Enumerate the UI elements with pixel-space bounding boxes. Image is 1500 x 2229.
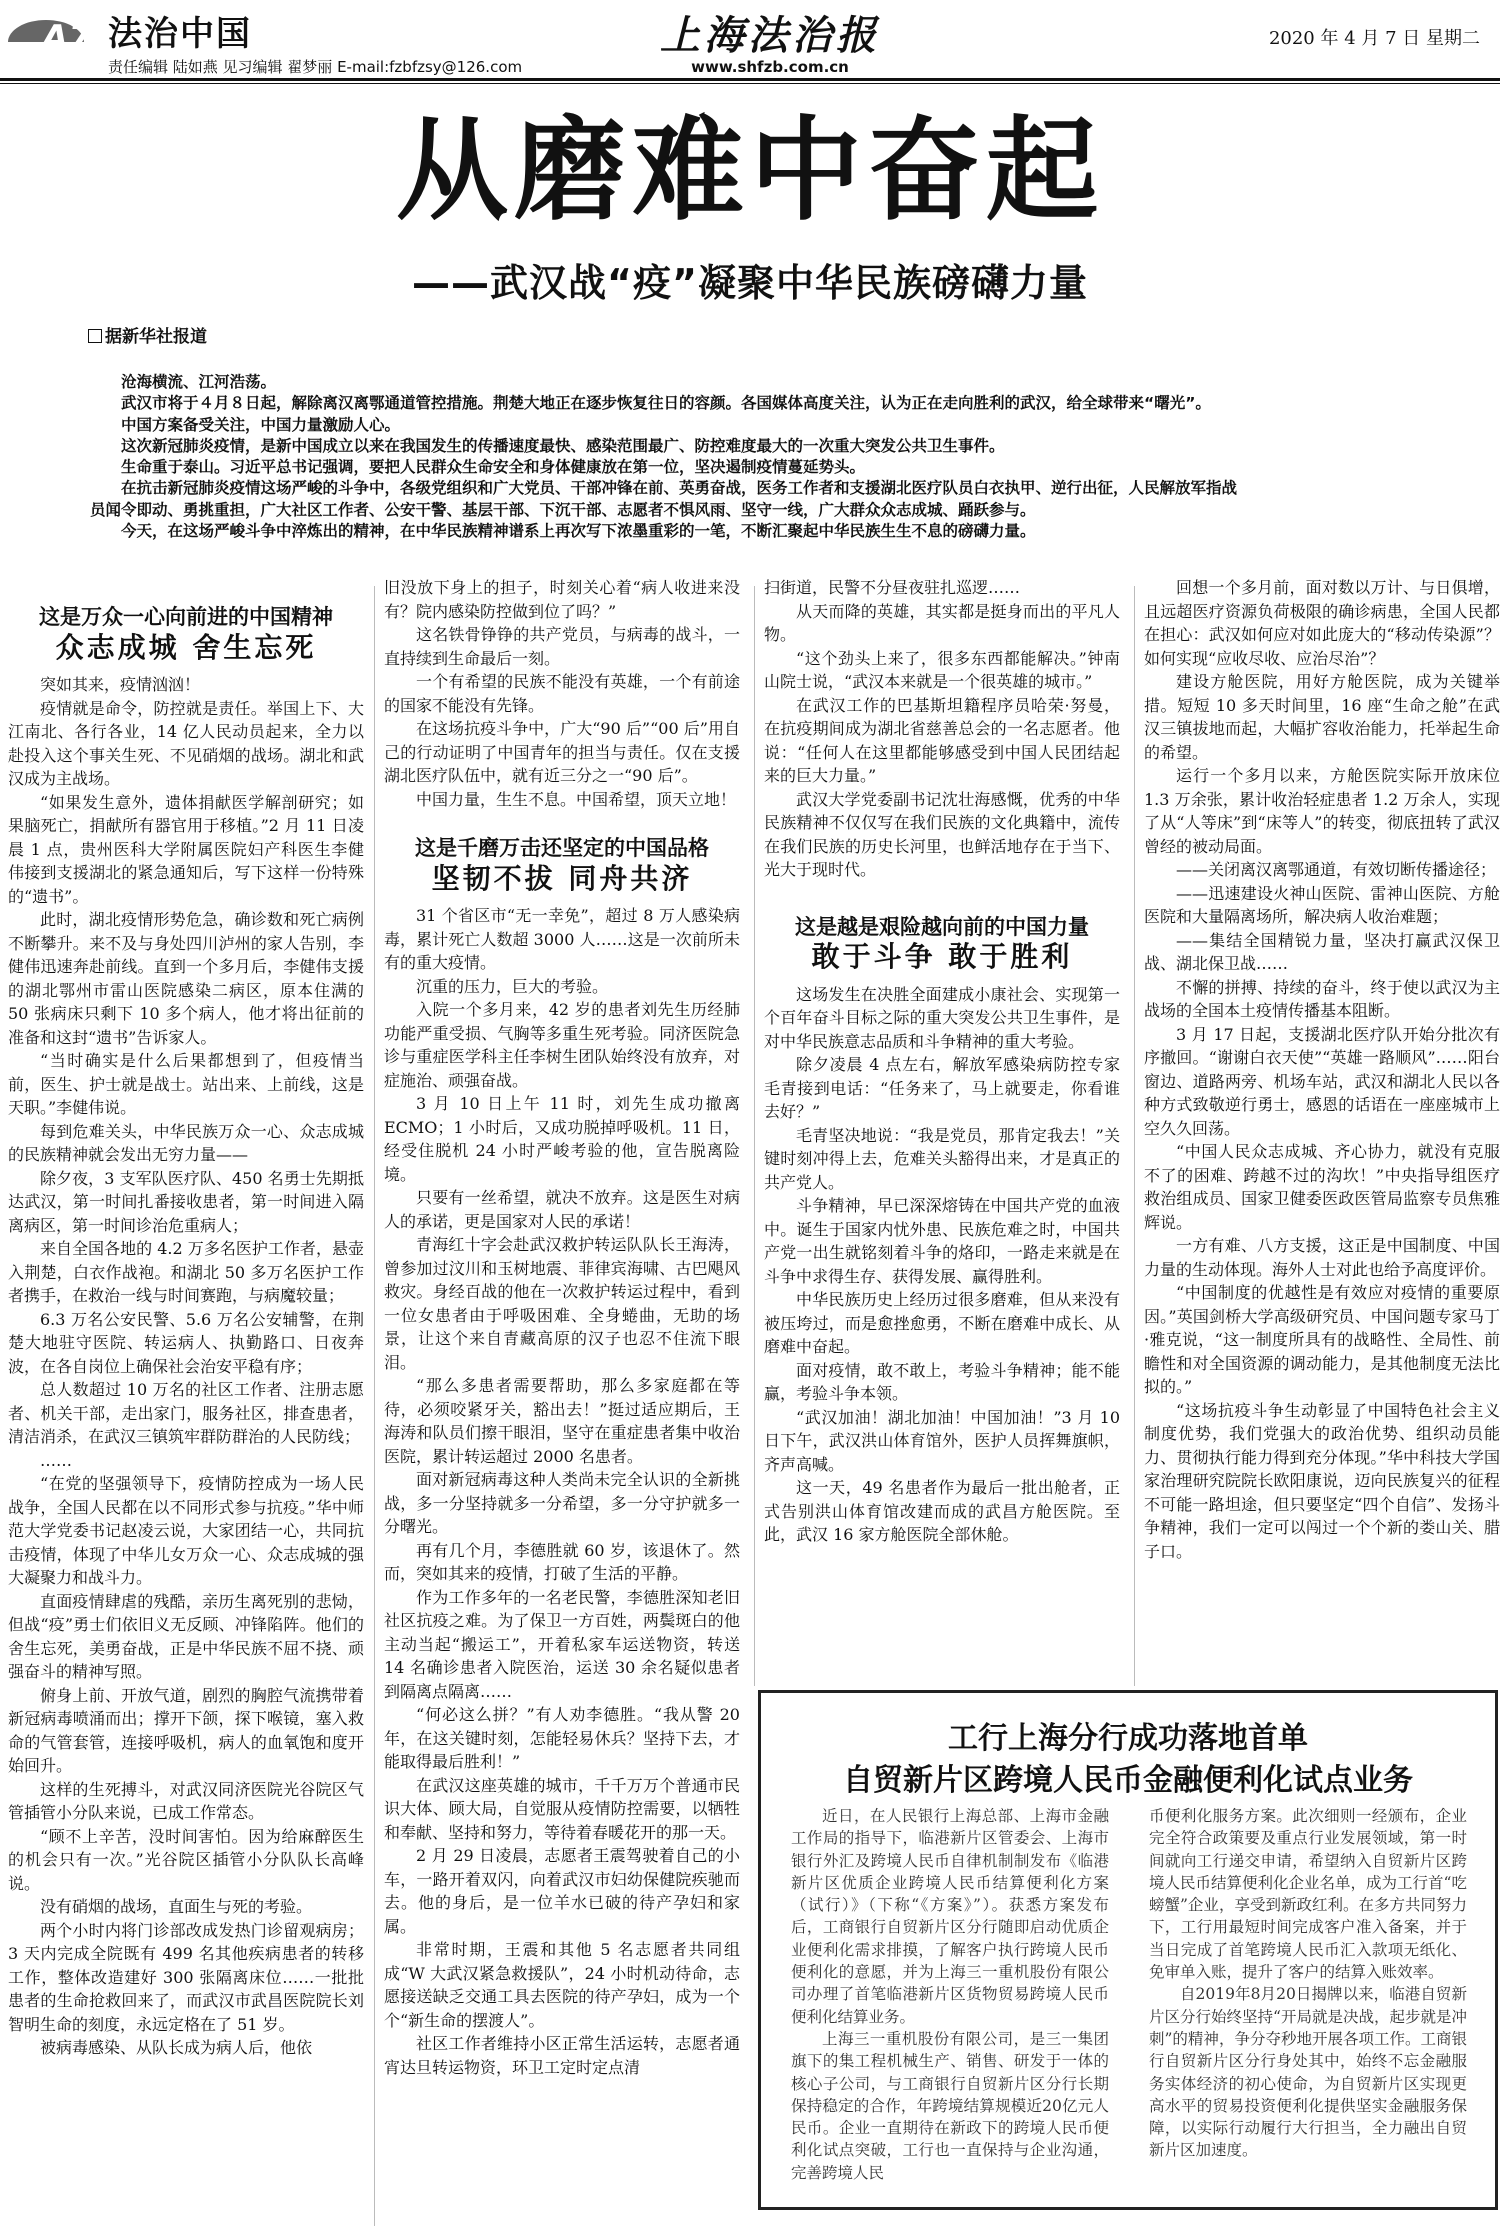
paragraph: 没有硝烟的战场，直面生与死的考验。: [40, 1897, 313, 1916]
intro-paragraph: 沧海横流、江河浩荡。: [121, 373, 277, 391]
section-name: 法治中国: [108, 14, 252, 54]
paragraph: 在武汉工作的巴基斯坦籍程序员哈荣·努曼，在抗疫期间成为湖北省慈善总会的一名志愿者。他说：“任何人在这里都能够感受到中国人民团结起来的巨大力量。”: [764, 695, 1120, 785]
byline: [88, 322, 207, 347]
column-body: [8, 673, 364, 2060]
intro-paragraph: 中国方案备受关注，中国力量激励人心。: [121, 415, 401, 434]
paragraph: 只要有一丝希望，就决不放弃。这是医生对病人的承诺，更是国家对人民的承诺！: [384, 1188, 740, 1231]
intro-paragraph: 武汉市将于４月８日起，解除离汉离鄂通道管控措施。荆楚大地正在逐步恢复往日的容颜。各国媒体高度关注，认为正在走向胜利的武汉，给全球带来“曙光”。: [121, 394, 1211, 413]
paragraph: 两个小时内将门诊部改成发热门诊留观病房；3 天内完成全院既有 499 名其他疾病患者的转移工作，整体改造建好 300 张隔离床位……一批批患者的生命抢救回来了，而武汉市武昌医院院长刘智明生命的刻度，永远定格在了 51 岁。: [8, 1920, 364, 2034]
paragraph: ——关闭离汉离鄂通道，有效切断传播途径；: [1176, 860, 1497, 879]
box-column-2: [1149, 1805, 1467, 2162]
column-divider: [1134, 586, 1135, 1686]
paragraph: 中国力量，生生不息。中国希望，顶天立地！: [416, 789, 737, 809]
paragraph: 面对新冠病毒这种人类尚未完全认识的全新挑战，多一分坚持就多一分希望，多一分守护就多一分曙光。: [384, 1470, 740, 1536]
subheadline: ——武汉战“疫”凝聚中华民族磅礴力量: [412, 261, 1088, 305]
paragraph: 青海红十字会赴武汉救护转运队队长王海涛，曾参加过汶川和玉树地震、菲律宾海啸、古巴飓风救灾。身经百战的他在一次救护转运过程中，看到一位女患者由于呼吸困难、全身蜷曲，无助的场景，让这个来自青藏高原的汉子也忍不住流下眼泪。: [384, 1235, 740, 1372]
paragraph: ——迅速建设火神山医院、雷神山医院、方舱医院和大量隔离场所，解决病人收治难题；: [1144, 883, 1500, 926]
intro-paragraph: 这次新冠肺炎疫情，是新中国成立以来在我国发生的传播速度最快、感染范围最广、防控难度最大的一次重大突发公共卫生事件。: [121, 436, 1005, 455]
paragraph: “那么多患者需要帮助，那么多家庭都在等待，必须咬紧牙关，豁出去！”挺过适应期后，王海涛和队员们擦干眼泪，坚守在重症患者集中收治医院，累计转运超过 2000 名患者。: [384, 1376, 740, 1466]
intro-paragraph: 生命重于泰山。习近平总书记强调，要把人民群众生命安全和身体健康放在第一位，坚决遏制疫情蔓延势头。: [121, 458, 866, 477]
paragraph: 中华民族历史上经历过很多磨难，但从来没有被压垮过，而是愈挫愈勇，不断在磨难中成长、从磨难中奋起。: [764, 1290, 1120, 1356]
paragraph: “武汉加油！湖北加油！中国加油！”3 月 10 日下午，武汉洪山体育馆外，医护人员挥舞旗帜，齐声高喊。: [764, 1407, 1120, 1474]
paragraph: 扫街道，民警不分昼夜驻扎巡逻……: [764, 578, 1021, 597]
paragraph: 非常时期，王震和其他 5 名志愿者共同组成“W 大武汉紧急救援队”，24 小时机动待命，志愿接送缺乏交通工具去医院的待产孕妇，成为一个个“新生命的摆渡人”。: [384, 1940, 740, 2030]
intro-paragraph: 在抗击新冠肺炎疫情这场严峻的斗争中，各级党组织和广大党员、干部冲锋在前、英勇奋战，医务工作者和支援湖北医疗队员白衣执甲、逆行出征，人民解放军指战: [121, 479, 1238, 498]
paragraph: 旧没放下身上的担子，时刻关心着“病人收进来没有？院内感染防控做到位了吗？”: [384, 578, 740, 621]
paragraph: 入院一个多月来，42 岁的患者刘先生历经肺功能严重受损、气胸等多重生死考验。同济医院急诊与重症医学科主任李树生团队始终没有放弃，对症施治、顽强奋战。: [384, 1000, 740, 1090]
column-body: [764, 983, 1120, 1547]
paragraph: 31 个省区市“无一幸免”，超过 8 万人感染病毒，累计死亡人数超 3000 人……这是一次前所未有的重大疫情。: [384, 906, 740, 972]
paragraph: 武汉大学党委副书记沈壮海感慨，优秀的中华民族精神不仅仅写在我们民族的文化典籍中，流传在我们民族的历史长河里，也鲜活地存在于当下、光大于现时代。: [764, 789, 1120, 879]
column-body: [384, 904, 740, 2079]
column-body: [1144, 576, 1500, 1563]
paragraph: 一方有难、八方支援，这正是中国制度、中国力量的生动体现。海外人士对此也给予高度评价。: [1144, 1236, 1500, 1279]
paragraph: 直面疫情肆虐的残酷，亲历生离死别的悲恸，但战“疫”勇士们依旧义无反顾、冲锋陷阵。他们的舍生忘死，美勇奋战，正是中华民族不屈不挠、顽强奋斗的精神写照。: [8, 1591, 364, 1681]
paragraph: 这名铁骨铮铮的共产党员，与病毒的战斗，一直持续到生命最后一刻。: [384, 625, 740, 668]
paragraph: 自2019年8月20日揭牌以来，临港自贸新片区分行始终坚持“开局就是决战，起步就是冲刺”的精神，争分夺秒地开展各项工作。工商银行自贸新片区分行身处其中，始终不忘金融服务实体经济的初心使命，为自贸新片区实现更高水平的贸易投资便利化提供坚实金融服务保障，以实际行动履行大行担当，全力融出自贸新片区加速度。: [1149, 1985, 1467, 2160]
paragraph: 毛青坚决地说：“我是党员，那肯定我去！”关键时刻冲得上去，危难关头豁得出来，才是真正的共产党人。: [764, 1125, 1120, 1192]
paragraph: 上海三一重机股份有限公司，是三一集团旗下的集工程机械生产、销售、研发于一体的核心子公司，与工商银行自贸新片区分行长期保持稳定的合作，年跨境结算规模近20亿元人民币。企业一直期待在新政下的跨境人民币便利化试点突破，工行也一直保持与企业沟通，完善跨境人民: [791, 2029, 1109, 2182]
paragraph: 被病毒感染、从队长成为病人后，他依: [40, 2038, 313, 2057]
masthead-rule: [0, 78, 1500, 81]
paragraph: 回想一个多月前，面对数以万计、与日俱增，且远超医疗资源负荷极限的确诊病患，全国人民都在担心：武汉如何应对如此庞大的“移动传染源”？如何实现“应收尽收、应治尽治”？: [1144, 578, 1500, 668]
paragraph: 近日，在人民银行上海总部、上海市金融工作局的指导下，临港新片区管委会、上海市银行外汇及跨境人民币自律机制制发布《临港新片区优质企业跨境人民币结算便利化方案（试行）》（下称“《方案》”）。获悉方案发布后，工商银行自贸新片区分行随即启动优质企业便利化需求排摸，了解客户执行跨境人民币便利化的意愿，并为上海三一重机股份有限公司办理了首笔临港新片区货物贸易跨境人民币便利化结算业务。: [791, 1807, 1109, 2026]
box-title-line-1: 工行上海分行成功落地首单: [948, 1721, 1308, 1756]
paragraph: 每到危难关头，中华民族万众一心、众志成城的民族精神就会发出无穷力量——: [8, 1121, 364, 1164]
section-title: 坚韧不拔 同舟共济: [431, 861, 693, 895]
section-kicker: 这是千磨万击还坚定的中国品格: [415, 836, 709, 860]
page-badge: [6, 6, 98, 64]
paragraph: 作为工作多年的一名老民警，李德胜深知老旧社区抗疫之难。为了保卫一方百姓，两鬓斑白的他主动当起“搬运工”，开着私家车运送物资，转送 14 名确诊患者入院医治，运送 30 余名疑似患者到隔离点隔离……: [384, 1587, 740, 1701]
article-column-4: [1144, 576, 1500, 1563]
byline-text: 据新华社报道: [105, 327, 207, 347]
paragraph: 面对疫情，敢不敢上，考验斗争精神；能不能赢，考验斗争本领。: [764, 1360, 1120, 1403]
paragraph: 建设方舱医院，用好方舱医院，成为关键举措。短短 10 多天时间里，16 座“生命之舱”在武汉三镇拔地而起，大幅扩容收治能力，托举起生命的希望。: [1144, 672, 1500, 762]
paragraph: 2 月 29 日凌晨，志愿者王震驾驶着自己的小车，一路开着双闪，向着武汉市妇幼保健院疾驰而去。他的身后，是一位羊水已破的待产孕妇和家属。: [384, 1846, 740, 1936]
byline-box-icon: [88, 329, 102, 343]
column-body: [764, 576, 1120, 882]
article-column-1: [8, 586, 364, 2060]
paragraph: “在党的坚强领导下，疫情防控成为一场人民战争，全国人民都在以不同形式参与抗疫。”华中师范大学党委书记赵凌云说，大家团结一心，共同抗击疫情，体现了中华儿女万众一心、众志成城的强大凝聚力和战斗力。: [8, 1474, 364, 1587]
box-title-line-2: 自贸新片区跨境人民币金融便利化试点业务: [843, 1763, 1413, 1798]
paragraph: 在这场抗疫斗争中，广大“90 后”“00 后”用自己的行动证明了中国青年的担当与责任。仅在支援湖北医疗队伍中，就有近三分之一“90 后”。: [384, 719, 740, 785]
newspaper-logo: 上海法治报: [660, 12, 880, 59]
paragraph: 在武汉这座英雄的城市，千千万万个普通市民识大体、顾大局，自觉服从疫情防控需要，以牺牲和奉献、坚持和努力，等待着春暖花开的那一天。: [384, 1775, 740, 1842]
paragraph: “何必这么拼？”有人劝李德胜。“我从警 20 年，在这关键时刻，怎能轻易休兵？坚持下去，才能取得最后胜利！”: [384, 1705, 740, 1771]
paragraph: 突如其来，疫情汹汹！: [40, 675, 201, 694]
paragraph: 社区工作者维持小区正常生活运转，志愿者通宵达旦转运物资，环卫工定时定点清: [384, 2034, 740, 2077]
issue-date: 2020 年 4 月 7 日 星期二: [1268, 28, 1480, 49]
paragraph: “中国人民众志成城、齐心协力，就没有克服不了的困难、跨越不过的沟坎！”中央指导组医疗救治组成员、国家卫健委医政医管局监察专员焦雅辉说。: [1144, 1142, 1500, 1232]
intro-paragraphs: [90, 372, 1410, 542]
paragraph: “这场抗疫斗争生动彰显了中国特色社会主义制度优势，我们党强大的政治优势、组织动员能力、贯彻执行能力得到充分体现。”华中科技大学国家治理研究院院长欧阳康说，迈向民族复兴的征程不可能一路坦途，但只要坚定“四个自信”、发扬斗争精神，我们一定可以闯过一个个新的娄山关、腊子口。: [1144, 1400, 1500, 1561]
paragraph: ——集结全国精锐力量，坚决打赢武汉保卫战、湖北保卫战……: [1144, 930, 1500, 973]
paragraph: 币便利化服务方案。此次细则一经颁布，企业完全符合政策要及重点行业发展领域，第一时间就向工行递交申请，希望纳入自贸新片区跨境人民币结算便利化企业名单，成为工行首“吃螃蟹”企业，享受到新政红利。在多方共同努力下，工行用最短时间完成客户准入备案，并于当日完成了首笔跨境人民币汇入款项无纸化、免审单入账，提升了客户的结算入账效率。: [1149, 1807, 1467, 1982]
paragraph: ……: [40, 1450, 72, 1470]
paragraph: 斗争精神，早已深深熔铸在中国共产党的血液中。诞生于国家内忧外患、民族危难之时，中国共产党一出生就铭刻着斗争的烙印，一路走来就是在斗争中求得生存、获得发展、赢得胜利。: [764, 1196, 1120, 1286]
paragraph: 此时，湖北疫情形势危急，确诊数和死亡病例不断攀升。来不及与身处四川泸州的家人告别，李健伟迅速奔赴前线。直到一个多月后，李健伟支援的湖北鄂州市雷山医院感染二病区，原本住满的 50 张病床只剩下 10 多个病人，他才将出征前的准备和这封“遗书”告诉家人。: [8, 910, 364, 1047]
page-number: A7: [42, 18, 92, 58]
editor-credits: 责任编辑 陆如燕 见习编辑 翟梦丽 E-mail:fzbfzsy@126.com: [108, 58, 523, 76]
paragraph: 总人数超过 10 万名的社区工作者、注册志愿者、机关干部，走出家门，服务社区，排查患者，清洁消杀，在武汉三镇筑牢群防群治的人民防线；: [8, 1380, 364, 1446]
paragraph: 6.3 万名公安民警、5.6 万名公安辅警，在荆楚大地驻守医院、转运病人、执勤路口、日夜奔波，在各自岗位上确保社会治安平稳有序；: [8, 1309, 364, 1376]
paragraph: 这场发生在决胜全面建成小康社会、实现第一个百年奋斗目标之际的重大突发公共卫生事件，是对中华民族意志品质和斗争精神的重大考验。: [764, 984, 1120, 1051]
paragraph: 一个有希望的民族不能没有英雄，一个有前途的国家不能没有先锋。: [384, 672, 740, 715]
headline: 从磨难中奋起: [396, 106, 1104, 236]
intro-paragraph: 员闻令即动、勇挑重担，广大社区工作者、公安干警、基层干部、下沉干部、志愿者不惧风雨、坚守一线，广大群众众志成城、踊跃参与。: [90, 500, 1036, 519]
masthead: [0, 0, 1500, 78]
paragraph: 不懈的拼搏、持续的奋斗，终于使以武汉为主战场的全国本土疫情传播基本阻断。: [1144, 977, 1500, 1020]
paragraph: 除夕凌晨 4 点左右，解放军感染病防控专家毛青接到电话：“任务来了，马上就要走，你看谁去好？”: [764, 1055, 1120, 1121]
paragraph: “如果发生意外，遗体捐献医学解剖研究；如果脑死亡，捐献所有器官用于移植。”2 月 11 日凌晨 1 点，贵州医科大学附属医院妇产科医生李健伟接到支援湖北的紧急通知后，写下这样一份特殊的“遗书”。: [8, 792, 364, 906]
column-divider: [754, 586, 755, 1686]
paragraph: 3 月 10 日上午 11 时，刘先生成功撤离 ECMO；1 小时后，又成功脱掉呼吸机。11 日，经受住脱机 24 小时严峻考验的他，宣告脱离险境。: [384, 1094, 740, 1184]
article-column-3: [764, 576, 1120, 1547]
paragraph: 沉重的压力，巨大的考验。: [416, 976, 609, 996]
paragraph: “当时确实是什么后果都想到了，但疫情当前，医生、护士就是战士。站出来、上前线，这是天职。”李健伟说。: [8, 1051, 364, 1117]
paragraph: 3 月 17 日起，支援湖北医疗队开始分批次有序撤回。“谢谢白衣天使”“英雄一路顺风”……阳台窗边、道路两旁、机场车站，武汉和湖北人民以各种方式致敬逆行勇士，感恩的话语在一座座城市上空久久回荡。: [1144, 1024, 1500, 1138]
bank-news-box: [758, 1690, 1498, 2210]
paragraph: 从天而降的英雄，其实都是挺身而出的平凡人物。: [764, 601, 1120, 644]
section-title: 众志成城 舍生忘死: [55, 630, 317, 664]
paragraph: 俯身上前、开放气道，剧烈的胸腔气流携带着新冠病毒喷涌而出；撑开下颌，探下喉镜，塞入救命的气管套管，连接呼吸机，病人的血氧饱和度开始回升。: [8, 1685, 364, 1775]
paragraph: 疫情就是命令，防控就是责任。举国上下、大江南北、各行各业，14 亿人民动员起来，全力以赴投入这个事关生死、不见硝烟的战场。湖北和武汉成为主战场。: [8, 698, 364, 788]
section-kicker: 这是越是艰险越向前的中国力量: [795, 914, 1089, 939]
paragraph: “顾不上辛苦，没时间害怕。因为给麻醉医生的机会只有一次。”光谷院区插管小分队队长高峰说。: [8, 1826, 364, 1893]
column-body: [384, 576, 740, 811]
section-title: 敢于斗争 敢于胜利: [811, 940, 1073, 973]
paragraph: 运行一个多月以来，方舱医院实际开放床位 1.3 万余张，累计收治轻症患者 1.2 万余人，实现了从“人等床”到“床等人”的转变，彻底扭转了武汉曾经的被动局面。: [1144, 766, 1500, 856]
masthead-rule-thin: [0, 83, 1500, 84]
paragraph: 这样的生死搏斗，对武汉同济医院光谷院区气管插管小分队来说，已成工作常态。: [8, 1779, 364, 1822]
paragraph: “中国制度的优越性是有效应对疫情的重要原因。”英国剑桥大学高级研究员、中国问题专家马丁·雅克说，“这一制度所具有的战略性、全局性、前瞻性和对全国资源的调动能力，是其他制度无法比拟的。”: [1144, 1283, 1500, 1396]
article-column-2: [384, 576, 740, 2079]
box-column-1: [791, 1805, 1109, 2184]
paragraph: 再有几个月，李德胜就 60 岁，该退休了。然而，突如其来的疫情，打破了生活的平静。: [384, 1540, 740, 1583]
paragraph: “这个劲头上来了，很多东西都能解决。”钟南山院士说，“武汉本来就是一个很英雄的城市。”: [764, 648, 1120, 691]
paragraph: 来自全国各地的 4.2 万多名医护工作者，悬壶入荆楚，白衣作战袍。和湖北 50 多万名医护工作者携手，在救治一线与时间赛跑，与病魔较量；: [8, 1239, 364, 1305]
section-kicker: 这是万众一心向前进的中国精神: [39, 605, 333, 629]
column-divider: [374, 586, 375, 2226]
paragraph: 除夕夜，3 支军队医疗队、450 名勇士先期抵达武汉，第一时间扎番接收患者，第一时间进入隔离病区，第一时间诊治危重病人；: [8, 1168, 364, 1235]
intro-paragraph: 今天，在这场严峻斗争中淬炼出的精神，在中华民族精神谱系上再次写下浓墨重彩的一笔，不断汇聚起中华民族生生不息的磅礴力量。: [121, 522, 1036, 541]
paragraph: 这一天，49 名患者作为最后一批出舱者，正式告别洪山体育馆改建而成的武昌方舱医院。至此，武汉 16 家方舱医院全部休舱。: [764, 1478, 1120, 1544]
website-url[interactable]: www.shfzb.com.cn: [691, 58, 849, 76]
